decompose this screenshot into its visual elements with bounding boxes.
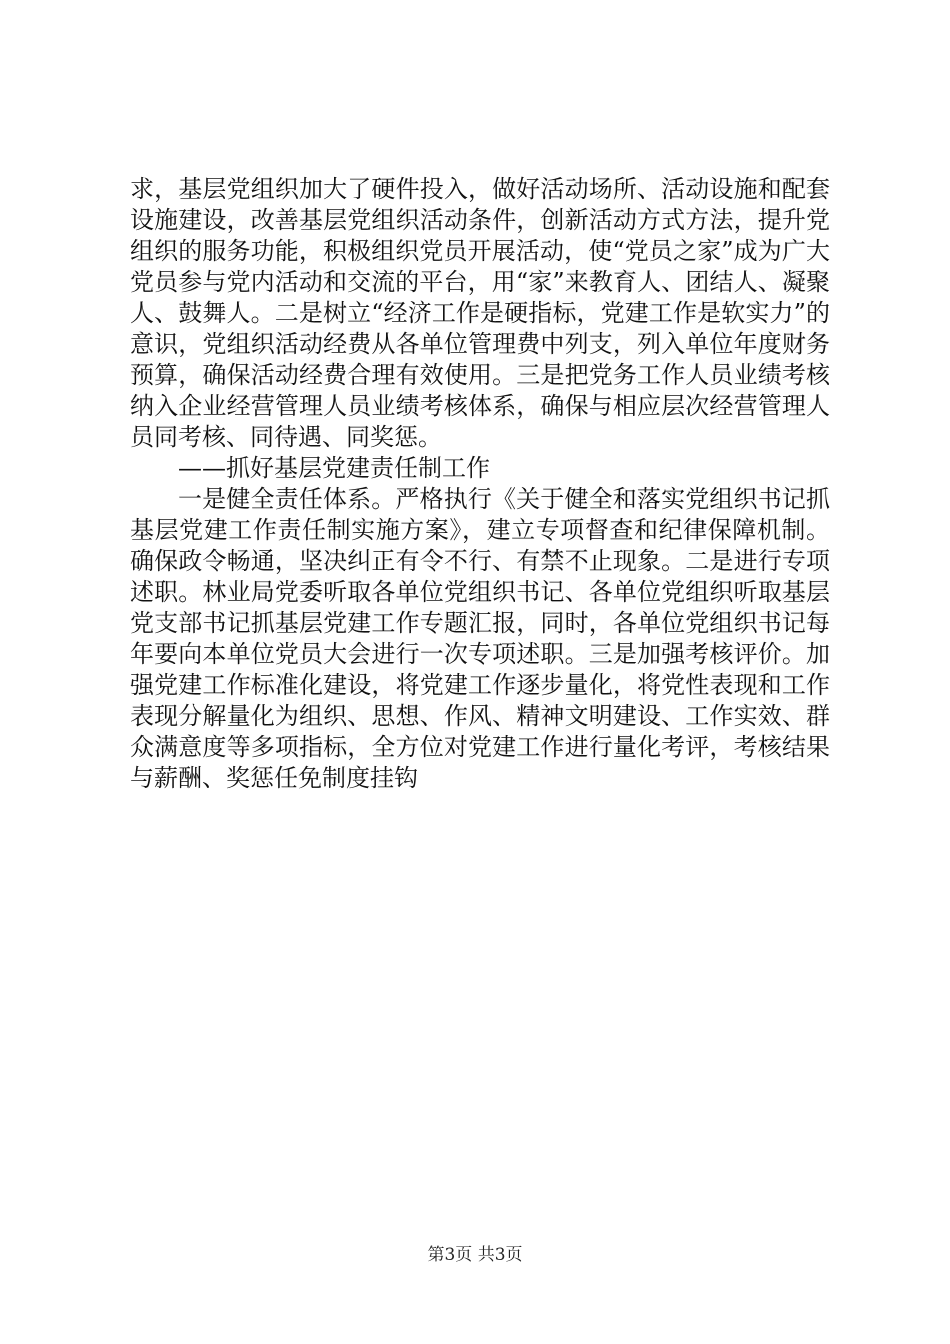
page-number-footer: 第3页 共3页: [427, 1245, 523, 1265]
document-body: [130, 174, 830, 794]
paragraph-continuation: 求，基层党组织加大了硬件投入，做好活动场所、活动设施和配套设施建设，改善基层党组织活动条件，创新活动方式方法，提升党组织的服务功能，积极组织党员开展活动，使“党员之家”成为广大党员参与党内活动和交流的平台，用“家”来教育人、团结人、凝聚人、鼓舞人。二是树立“经济工作是硬指标，党建工作是软实力”的意识，党组织活动经费从各单位管理费中列支，列入单位年度财务预算，确保活动经费合理有效使用。三是把党务工作人员业绩考核纳入企业经营管理人员业绩考核体系，确保与相应层次经营管理人员同考核、同待遇、同奖惩。: [130, 175, 830, 451]
paragraph-responsibility: 一是健全责任体系。严格执行《关于健全和落实党组织书记抓基层党建工作责任制实施方案》，建立专项督查和纪律保障机制。确保政令畅通，坚决纠正有令不行、有禁不止现象。二是进行专项述职。林业局党委听取各单位党组织书记、各单位党组织听取基层党支部书记抓基层党建工作专题汇报，同时，各单位党组织书记每年要向本单位党员大会进行一次专项述职。三是加强考核评价。加强党建工作标准化建设，将党建工作逐步量化，将党性表现和工作表现分解量化为组织、思想、作风、精神文明建设、工作实效、群众满意度等多项指标，全方位对党建工作进行量化考评，考核结果与薪酬、奖惩任免制度挂钩: [130, 485, 830, 792]
section-heading: ——抓好基层党建责任制工作: [178, 454, 490, 482]
